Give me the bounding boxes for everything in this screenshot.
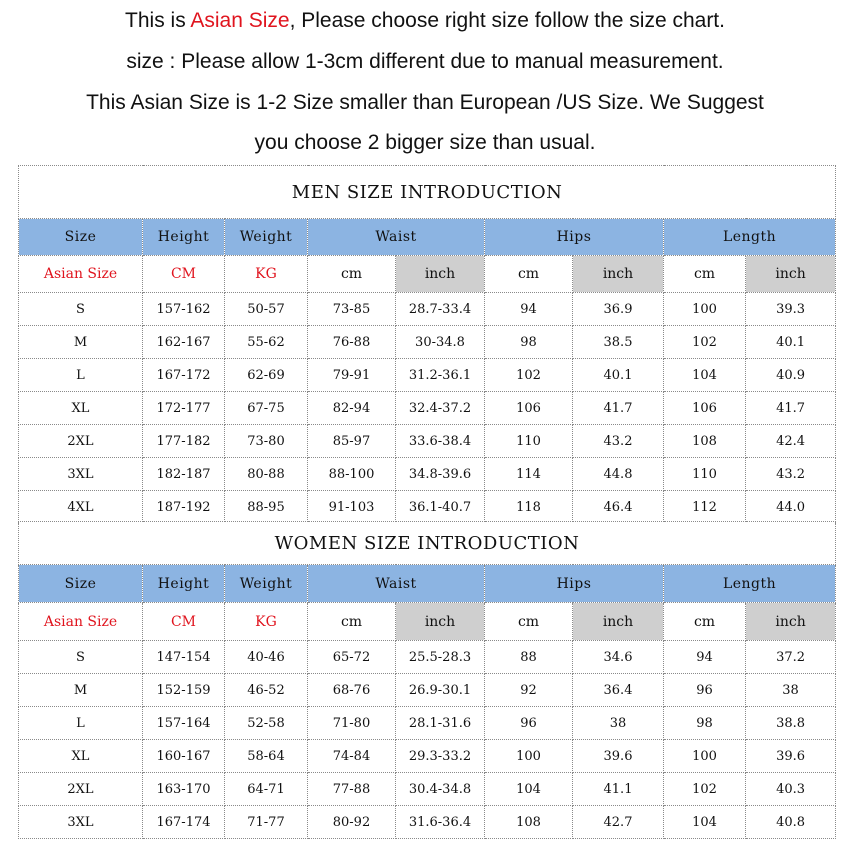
header-waist: Waist [308,565,485,603]
cell-waist-inch: 36.1-40.7 [396,491,485,524]
cell-length-inch: 42.4 [746,425,836,458]
cell-length-cm: 96 [664,674,746,707]
cell-waist-cm: 80-92 [308,806,396,839]
cell-size: 4XL [19,491,143,524]
unit-length-inch: inch [746,256,836,293]
women-title-row [19,522,836,565]
cell-hips-inch: 36.9 [573,293,664,326]
cell-length-cm: 110 [664,458,746,491]
notice-line-3: This Asian Size is 1-2 Size smaller than European /US Size. We Suggest [86,91,764,114]
notice-line-1-prefix: This is [125,9,191,32]
header-hips: Hips [485,565,664,603]
cell-hips-inch: 36.4 [573,674,664,707]
cell-hips-inch: 41.1 [573,773,664,806]
cell-size: M [19,326,143,359]
cell-length-cm: 108 [664,425,746,458]
cell-waist-cm: 85-97 [308,425,396,458]
header-length: Length [664,565,836,603]
cell-length-cm: 104 [664,806,746,839]
unit-hips-inch: inch [573,603,664,641]
unit-kg: KG [225,603,308,641]
header-hips: Hips [485,219,664,256]
cell-size: XL [19,392,143,425]
cell-length-cm: 112 [664,491,746,524]
men-size-table [18,165,836,524]
unit-waist-cm: cm [308,603,396,641]
notice-line-2: size : Please allow 1-3cm different due to manual measurement. [126,50,724,73]
cell-hips-inch: 46.4 [573,491,664,524]
cell-length-inch: 40.3 [746,773,836,806]
cell-waist-cm: 77-88 [308,773,396,806]
table-row [19,806,836,839]
unit-cm-upper: CM [143,603,225,641]
cell-waist-inch: 32.4-37.2 [396,392,485,425]
unit-length-cm: cm [664,256,746,293]
table-row [19,293,836,326]
header-length: Length [664,219,836,256]
cell-height: 162-167 [143,326,225,359]
table-row [19,458,836,491]
women-size-table [18,521,836,839]
cell-hips-cm: 88 [485,641,573,674]
cell-length-cm: 106 [664,392,746,425]
men-header-row [19,219,836,256]
unit-kg: KG [225,256,308,293]
cell-length-inch: 40.1 [746,326,836,359]
cell-hips-cm: 92 [485,674,573,707]
table-row [19,425,836,458]
cell-hips-cm: 106 [485,392,573,425]
cell-waist-cm: 82-94 [308,392,396,425]
cell-size: 3XL [19,458,143,491]
cell-weight: 80-88 [225,458,308,491]
cell-hips-inch: 39.6 [573,740,664,773]
cell-height: 157-164 [143,707,225,740]
cell-weight: 73-80 [225,425,308,458]
cell-waist-cm: 88-100 [308,458,396,491]
cell-height: 163-170 [143,773,225,806]
men-units-row [19,256,836,293]
cell-hips-inch: 40.1 [573,359,664,392]
notice-line-1 [0,9,850,33]
header-size: Size [19,219,143,256]
cell-length-cm: 100 [664,293,746,326]
cell-length-inch: 44.0 [746,491,836,524]
cell-length-inch: 38.8 [746,707,836,740]
cell-size: 2XL [19,773,143,806]
cell-hips-cm: 100 [485,740,573,773]
cell-length-inch: 43.2 [746,458,836,491]
table-row [19,359,836,392]
header-height: Height [143,565,225,603]
cell-height: 152-159 [143,674,225,707]
cell-weight: 52-58 [225,707,308,740]
men-table-title: MEN SIZE INTRODUCTION [19,166,836,219]
cell-height: 147-154 [143,641,225,674]
cell-hips-cm: 96 [485,707,573,740]
cell-size: S [19,641,143,674]
cell-length-inch: 39.6 [746,740,836,773]
cell-height: 182-187 [143,458,225,491]
header-height: Height [143,219,225,256]
unit-waist-inch: inch [396,603,485,641]
cell-waist-cm: 76-88 [308,326,396,359]
table-row [19,740,836,773]
cell-weight: 71-77 [225,806,308,839]
cell-waist-inch: 31.6-36.4 [396,806,485,839]
cell-waist-inch: 31.2-36.1 [396,359,485,392]
unit-waist-inch: inch [396,256,485,293]
women-header-row [19,565,836,603]
cell-hips-cm: 110 [485,425,573,458]
cell-waist-cm: 74-84 [308,740,396,773]
asian-size-highlight: Asian Size [190,9,290,32]
cell-length-inch: 37.2 [746,641,836,674]
cell-length-inch: 38 [746,674,836,707]
cell-size: L [19,707,143,740]
unit-waist-cm: cm [308,256,396,293]
cell-waist-inch: 33.6-38.4 [396,425,485,458]
cell-hips-cm: 102 [485,359,573,392]
men-title-row [19,166,836,219]
unit-length-inch: inch [746,603,836,641]
cell-length-cm: 104 [664,359,746,392]
cell-weight: 88-95 [225,491,308,524]
unit-hips-cm: cm [485,256,573,293]
header-weight: Weight [225,219,308,256]
cell-height: 177-182 [143,425,225,458]
cell-height: 167-174 [143,806,225,839]
table-row [19,707,836,740]
cell-size: XL [19,740,143,773]
cell-weight: 55-62 [225,326,308,359]
header-weight: Weight [225,565,308,603]
cell-height: 172-177 [143,392,225,425]
table-row [19,491,836,524]
cell-waist-inch: 34.8-39.6 [396,458,485,491]
cell-size: L [19,359,143,392]
table-row [19,641,836,674]
cell-hips-cm: 108 [485,806,573,839]
cell-waist-cm: 91-103 [308,491,396,524]
cell-length-cm: 100 [664,740,746,773]
women-units-row [19,603,836,641]
cell-hips-inch: 42.7 [573,806,664,839]
cell-length-inch: 41.7 [746,392,836,425]
cell-weight: 58-64 [225,740,308,773]
cell-waist-inch: 30-34.8 [396,326,485,359]
cell-size: 3XL [19,806,143,839]
cell-height: 160-167 [143,740,225,773]
cell-waist-inch: 28.1-31.6 [396,707,485,740]
cell-hips-cm: 114 [485,458,573,491]
notice-line-4: you choose 2 bigger size than usual. [254,131,596,154]
cell-weight: 62-69 [225,359,308,392]
unit-hips-cm: cm [485,603,573,641]
cell-hips-cm: 104 [485,773,573,806]
cell-hips-inch: 41.7 [573,392,664,425]
cell-hips-cm: 98 [485,326,573,359]
cell-hips-cm: 94 [485,293,573,326]
unit-asian-size: Asian Size [19,256,143,293]
cell-hips-inch: 38 [573,707,664,740]
table-row [19,392,836,425]
cell-height: 167-172 [143,359,225,392]
cell-size: 2XL [19,425,143,458]
header-size: Size [19,565,143,603]
cell-waist-inch: 29.3-33.2 [396,740,485,773]
unit-hips-inch: inch [573,256,664,293]
cell-hips-inch: 44.8 [573,458,664,491]
header-waist: Waist [308,219,485,256]
cell-waist-inch: 26.9-30.1 [396,674,485,707]
cell-hips-inch: 43.2 [573,425,664,458]
cell-waist-inch: 28.7-33.4 [396,293,485,326]
women-table-title: WOMEN SIZE INTRODUCTION [19,522,836,565]
cell-length-inch: 40.8 [746,806,836,839]
cell-waist-cm: 68-76 [308,674,396,707]
cell-length-cm: 102 [664,773,746,806]
cell-height: 187-192 [143,491,225,524]
cell-weight: 67-75 [225,392,308,425]
cell-waist-inch: 30.4-34.8 [396,773,485,806]
cell-length-inch: 39.3 [746,293,836,326]
unit-cm-upper: CM [143,256,225,293]
cell-waist-cm: 79-91 [308,359,396,392]
cell-weight: 50-57 [225,293,308,326]
cell-hips-cm: 118 [485,491,573,524]
cell-weight: 64-71 [225,773,308,806]
cell-waist-inch: 25.5-28.3 [396,641,485,674]
table-row [19,326,836,359]
unit-length-cm: cm [664,603,746,641]
cell-hips-inch: 38.5 [573,326,664,359]
cell-waist-cm: 65-72 [308,641,396,674]
cell-hips-inch: 34.6 [573,641,664,674]
notice-line-1-suffix: , Please choose right size follow the size chart. [289,9,725,32]
cell-length-cm: 102 [664,326,746,359]
cell-weight: 46-52 [225,674,308,707]
cell-length-cm: 94 [664,641,746,674]
cell-waist-cm: 73-85 [308,293,396,326]
cell-waist-cm: 71-80 [308,707,396,740]
table-row [19,773,836,806]
cell-height: 157-162 [143,293,225,326]
women-table-body [19,522,836,839]
cell-length-inch: 40.9 [746,359,836,392]
cell-weight: 40-46 [225,641,308,674]
cell-size: S [19,293,143,326]
cell-size: M [19,674,143,707]
table-row [19,674,836,707]
unit-asian-size: Asian Size [19,603,143,641]
cell-length-cm: 98 [664,707,746,740]
men-table-body [19,166,836,524]
